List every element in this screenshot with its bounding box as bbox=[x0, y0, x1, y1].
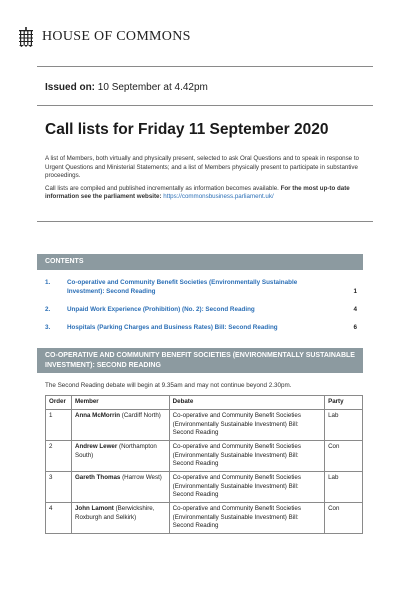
member-cell bbox=[71, 472, 169, 503]
contents-item-number: 2. bbox=[45, 306, 51, 313]
member-constituency: (Northampton South) bbox=[74, 443, 157, 459]
table-row bbox=[46, 472, 363, 503]
table-row bbox=[46, 441, 363, 472]
member-cell bbox=[71, 503, 169, 534]
contents-heading: CONTENTS bbox=[37, 254, 363, 270]
intro-paragraph-2 bbox=[45, 185, 363, 202]
column-header-party: Party bbox=[325, 396, 363, 410]
contents-item-number: 3. bbox=[45, 324, 51, 331]
member-cell bbox=[71, 410, 169, 441]
contents-item[interactable] bbox=[45, 305, 357, 314]
party-cell: Con bbox=[325, 503, 363, 534]
portcullis-logo-icon bbox=[18, 27, 34, 47]
party-cell: Con bbox=[325, 441, 363, 472]
table-row bbox=[46, 410, 363, 441]
issued-value: 10 September at 4.42pm bbox=[97, 82, 208, 93]
call-list-table bbox=[45, 395, 363, 534]
intro-paragraph-2-bold: For the most up-to date information see the parliament website: bbox=[45, 184, 350, 201]
intro-paragraph-2-plain: Call lists are compiled and published incrementally as information becomes available. bbox=[45, 184, 279, 192]
issued-label: Issued on: bbox=[45, 82, 96, 93]
member-cell bbox=[71, 441, 169, 472]
member-constituency: (Berwickshire, Roxburgh and Selkirk) bbox=[74, 505, 155, 521]
member-constituency: (Harrow West) bbox=[122, 474, 162, 481]
table-row bbox=[46, 503, 363, 534]
contents-item-link[interactable]: Hospitals (Parking Charges and Business Rates) Bill: Second Reading bbox=[67, 324, 278, 331]
contents-item-page: 6 bbox=[353, 324, 357, 331]
order-cell: 2 bbox=[46, 441, 72, 472]
debate-cell: Co-operative and Community Benefit Societies (Environmentally Sustainable Investment) Bill: Second Reading bbox=[169, 410, 324, 441]
debate-cell: Co-operative and Community Benefit Societies (Environmentally Sustainable Investment) Bill: Second Reading bbox=[169, 472, 324, 503]
page-title: Call lists for Friday 11 September 2020 bbox=[45, 121, 329, 138]
intro-text bbox=[45, 155, 363, 206]
contents-item-page: 4 bbox=[353, 306, 357, 313]
top-divider bbox=[37, 66, 373, 67]
issued-line bbox=[45, 82, 208, 93]
column-header-order: Order bbox=[46, 396, 72, 410]
debate-cell: Co-operative and Community Benefit Societies (Environmentally Sustainable Investment) Bill: Second Reading bbox=[169, 503, 324, 534]
debate-time-note: The Second Reading debate will begin at 9.35am and may not continue beyond 2.30pm. bbox=[45, 382, 292, 389]
member-name: Andrew Lewer bbox=[74, 443, 118, 450]
order-cell: 3 bbox=[46, 472, 72, 503]
order-cell: 1 bbox=[46, 410, 72, 441]
contents-item-number: 1. bbox=[45, 279, 51, 286]
member-name: John Lamont bbox=[74, 505, 114, 512]
table-header-row bbox=[46, 396, 363, 410]
parliament-website-link[interactable]: https://commonsbusiness.parliament.uk/ bbox=[163, 193, 274, 201]
contents-item[interactable] bbox=[45, 278, 357, 296]
contents-item-link[interactable]: Co-operative and Community Benefit Societies (Environmentally Sustainable Investment): Second Reading bbox=[67, 279, 298, 295]
intro-paragraph-1: A list of Members, both virtually and physically present, selected to ask Oral Questions and to speak in response to Urgent Questions and Ministerial Statements; and a list of Members physically present to participate in substantive proceedings. bbox=[45, 155, 360, 180]
contents-item[interactable] bbox=[45, 323, 357, 332]
member-constituency: (Cardiff North) bbox=[121, 412, 161, 419]
column-header-member: Member bbox=[71, 396, 169, 410]
house-name: HOUSE OF COMMONS bbox=[42, 29, 191, 44]
contents-item-page: 1 bbox=[353, 288, 357, 295]
party-cell: Lab bbox=[325, 410, 363, 441]
column-header-debate: Debate bbox=[169, 396, 324, 410]
debate-cell: Co-operative and Community Benefit Societies (Environmentally Sustainable Investment) Bill: Second Reading bbox=[169, 441, 324, 472]
issued-divider bbox=[37, 105, 373, 106]
party-cell: Lab bbox=[325, 472, 363, 503]
member-name: Gareth Thomas bbox=[74, 474, 121, 481]
member-name: Anna McMorrin bbox=[74, 412, 121, 419]
section-heading: CO-OPERATIVE AND COMMUNITY BENEFIT SOCIETIES (ENVIRONMENTALLY SUSTAINABLE INVESTMENT): SECOND READING bbox=[37, 348, 363, 373]
contents-item-link[interactable]: Unpaid Work Experience (Prohibition) (No. 2): Second Reading bbox=[67, 306, 255, 313]
order-cell: 4 bbox=[46, 503, 72, 534]
contents-list bbox=[45, 278, 357, 341]
intro-divider bbox=[37, 221, 373, 222]
header bbox=[18, 27, 191, 47]
